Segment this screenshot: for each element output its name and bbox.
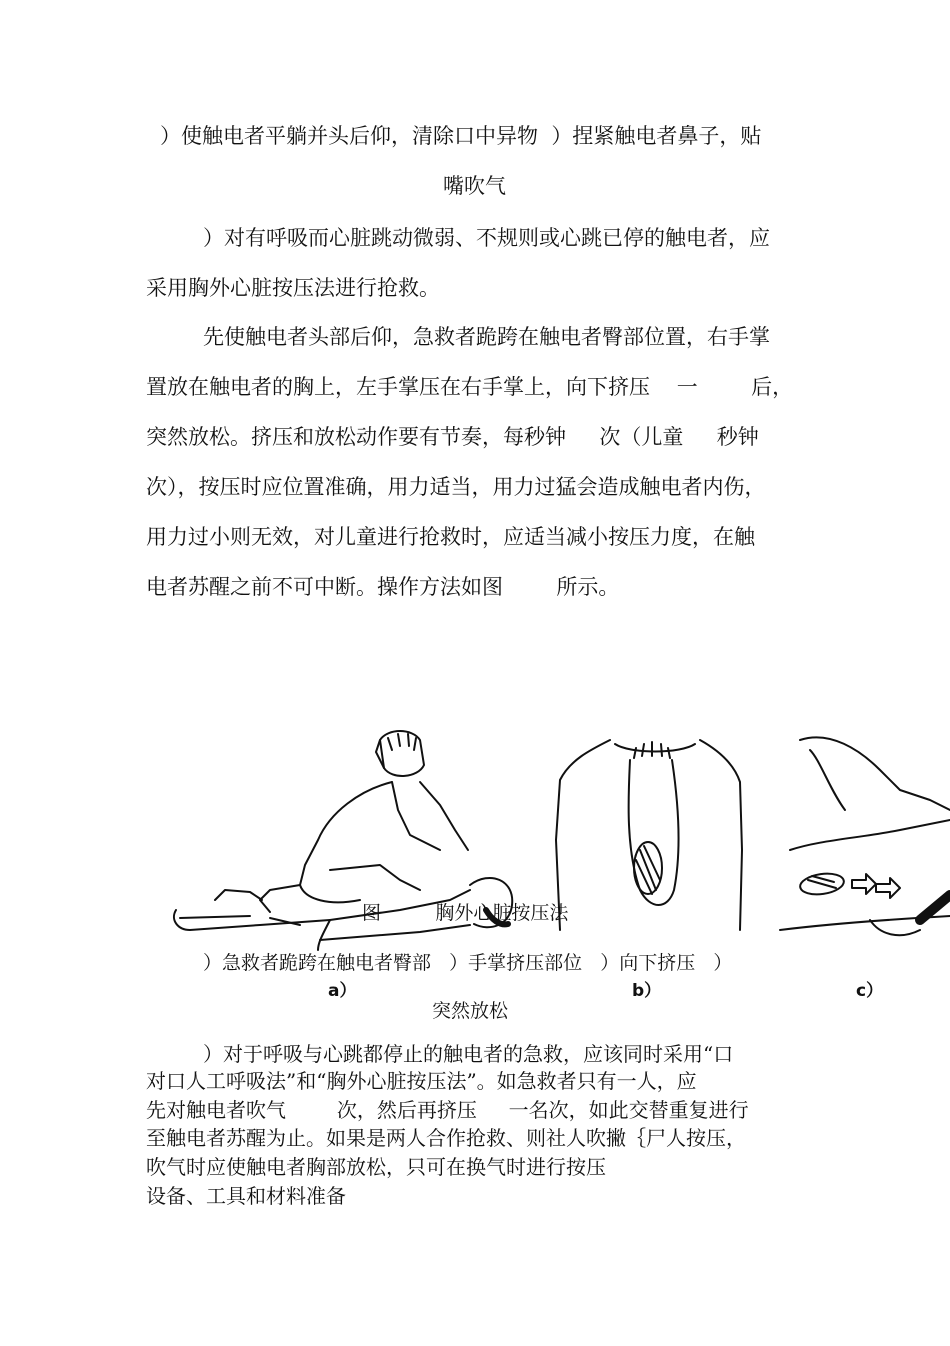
text-line: 先对触电者吹气 次，然后再挤压 一名次，如此交替重复进行 [146,1098,749,1122]
text-line: ）使触电者平躺并头后仰，清除口中异物 ）捏紧触电者鼻子，贴 [160,124,762,148]
text-line: 先使触电者头部后仰，急救者跪跨在触电者臀部位置，右手掌 [203,325,770,349]
hand-placement-figure [556,740,742,930]
figure-caption: 图 胸外心脏按压法 [362,902,569,924]
text-line: 次），按压时应位置准确，用力适当，用力过猛会造成触电者内伤， [146,475,766,499]
figure-subcaption: ）急救者跪跨在触电者臀部 ）手掌挤压部位 ）向下挤压 ） [203,952,733,974]
text-line: 电者苏醒之前不可中断。操作方法如图 所示。 [146,575,620,599]
panel-label-a: a） [328,981,357,1001]
section-heading: 设备、工具和材料准备 [146,1184,346,1208]
text-line: 用力过小则无效，对儿童进行抢救时，应适当减小按压力度，在触 [146,525,755,549]
text-line: 至触电者苏醒为止。如果是两人合作抢救、则社人吹撇｛尸人按压， [146,1126,746,1150]
rescuer-figure [215,731,468,912]
text-line: ）对有呼吸而心脏跳动微弱、不规则或心跳已停的触电者，应 [203,226,770,250]
text-line: 对口人工呼吸法”和“胸外心脏按压法”。如急救者只有一人，应 [146,1069,697,1093]
text-line: 置放在触电者的胸上，左手掌压在右手掌上，向下挤压 一 后， [146,375,794,399]
cpr-illustration [0,720,950,1020]
compression-detail-figure [780,737,950,935]
text-line: ）对于呼吸与心跳都停止的触电者的急救，应该同时采用“口 [203,1042,734,1066]
panel-label-b: b） [632,981,662,1001]
text-line: 采用胸外心脏按压法进行抢救。 [146,276,440,300]
figure-subcaption: 突然放松 [432,1000,509,1022]
text-line: 突然放松。挤压和放松动作要有节奏，每秒钟 次（儿童 秒钟 [146,425,759,449]
panel-label-c: c） [856,981,884,1001]
text-line: 吹气时应使触电者胸部放松，只可在换气时进行按压 [146,1155,606,1179]
text-line: 嘴吹气 [443,174,506,198]
